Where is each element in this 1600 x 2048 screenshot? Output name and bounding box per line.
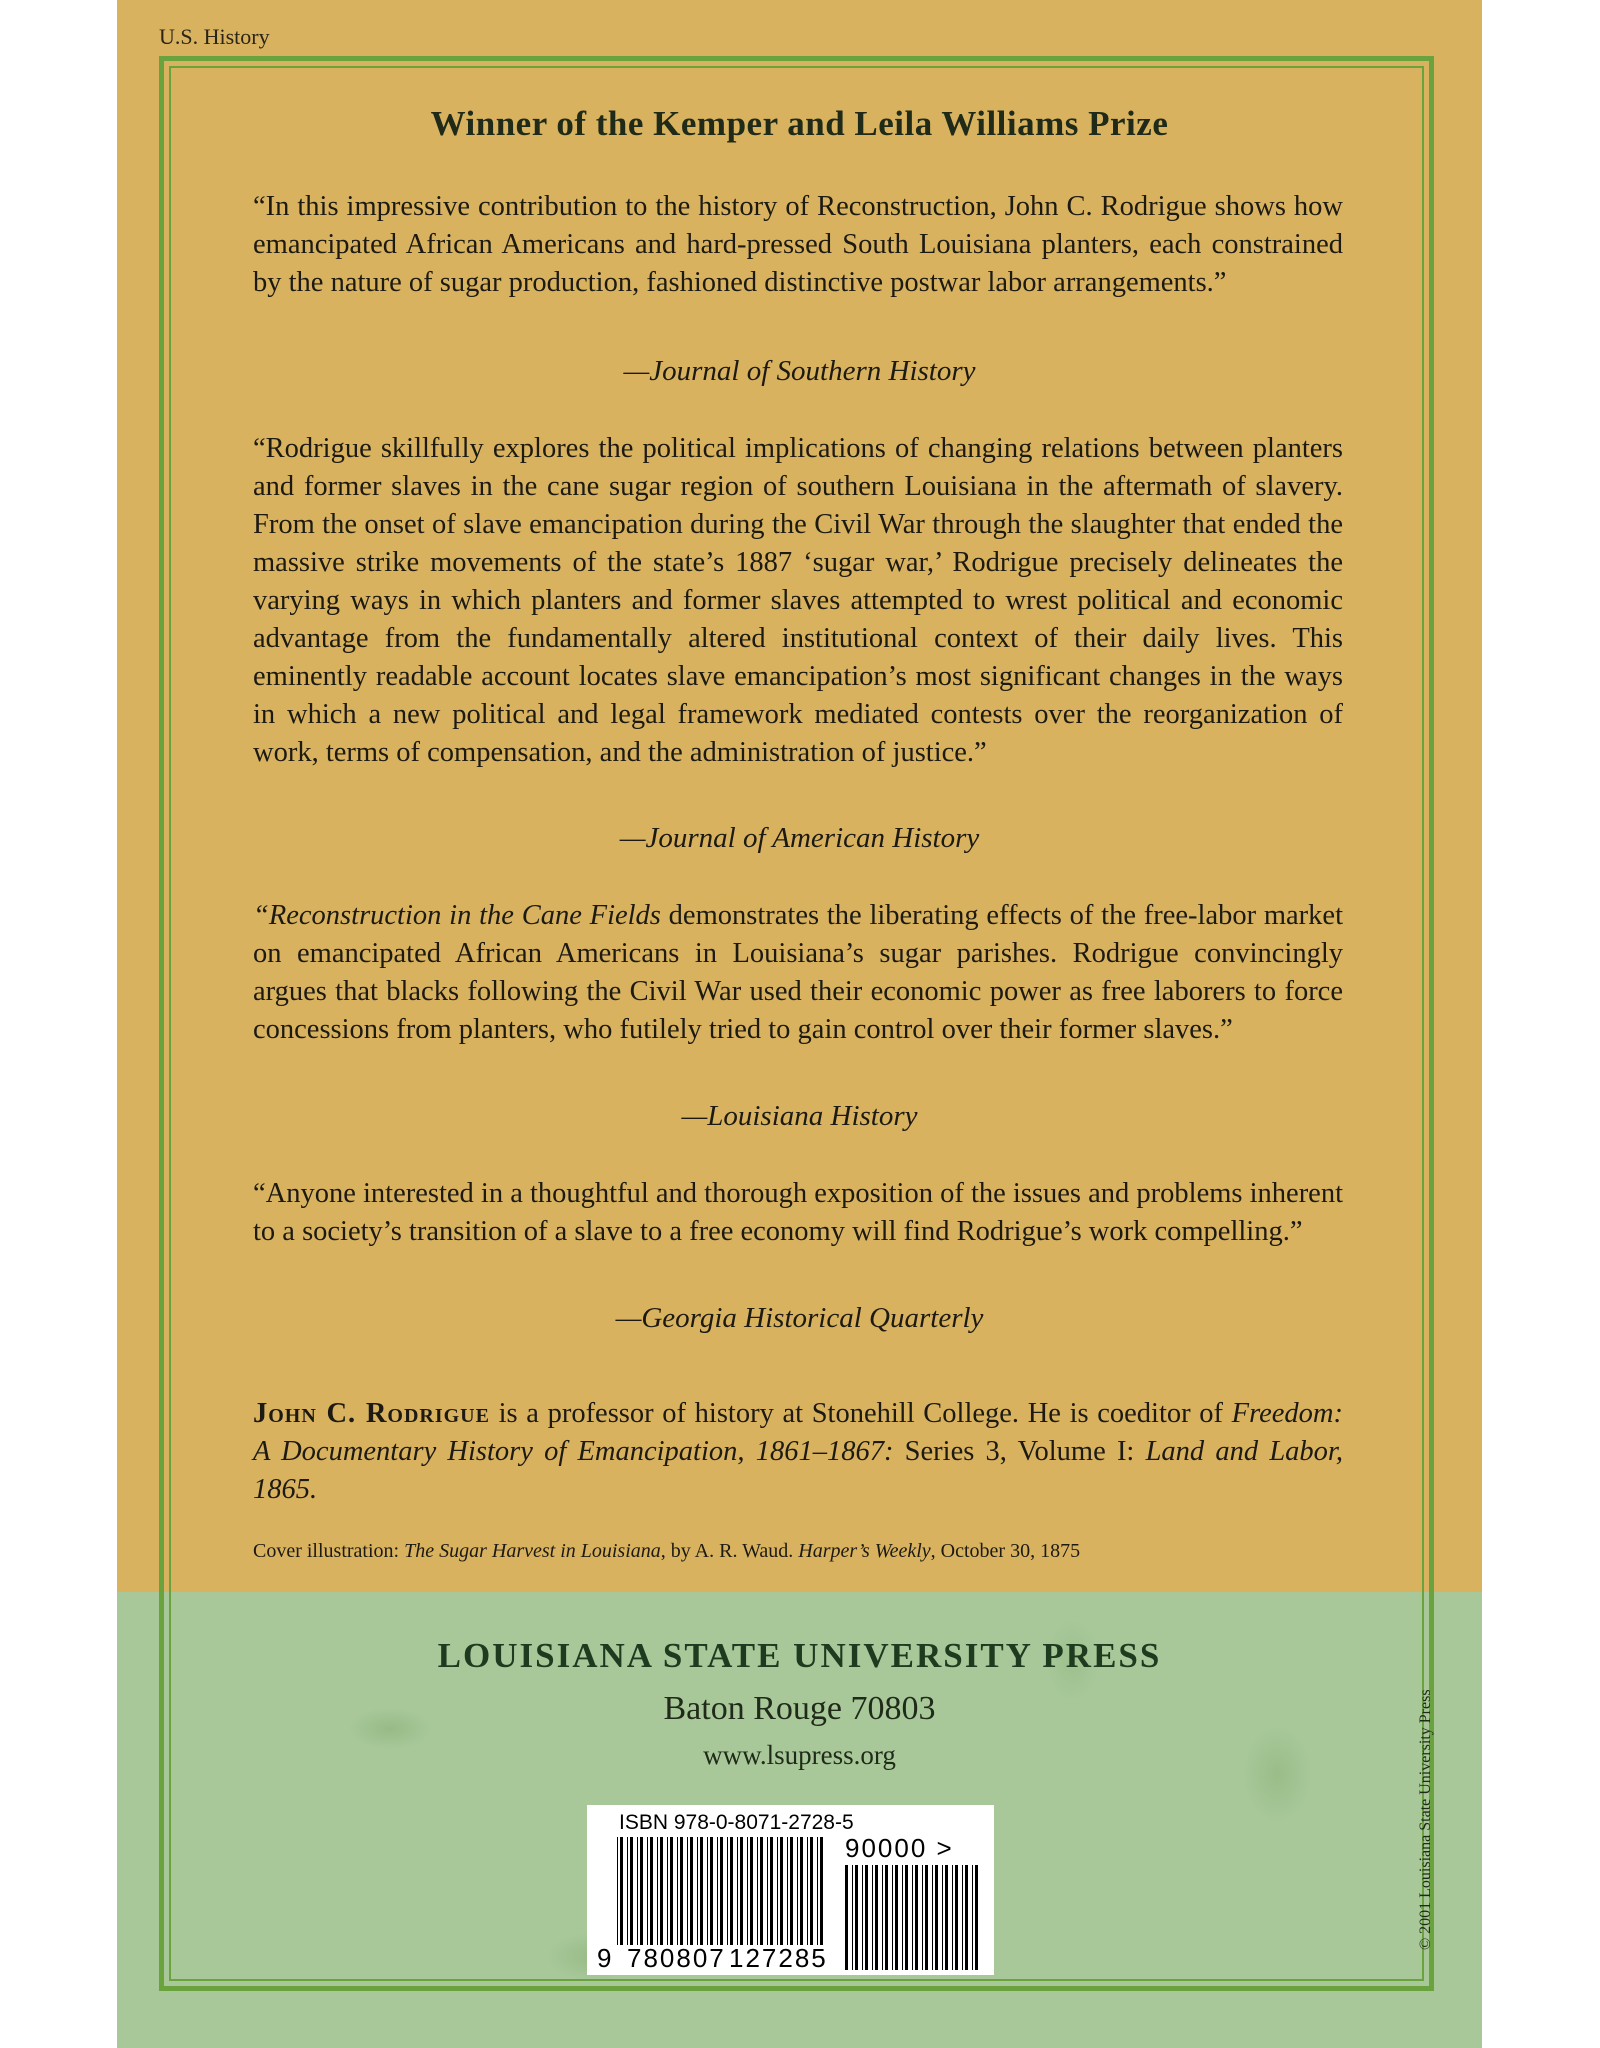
barcode-bar (820, 1837, 823, 1945)
review-quote-4: “Anyone interested in a thoughtful and thorough exposition of the issues and problems inherent to a society’s transition of a slave to a free economy will find Rodrigue’s work compelling.” (253, 1178, 1343, 1247)
barcode-bar (800, 1837, 803, 1945)
barcode-bar (737, 1837, 738, 1945)
book-back-cover (117, 0, 1482, 2048)
barcode-bar (817, 1837, 818, 1945)
barcode-bar (630, 1837, 633, 1945)
barcode-bar (617, 1837, 618, 1945)
barcode-bar (620, 1837, 623, 1945)
barcode-bar (647, 1837, 648, 1945)
barcode-bars-main (617, 1837, 823, 1945)
barcode-bar (720, 1837, 723, 1945)
review-attribution-3: —Louisiana History (681, 1100, 918, 1132)
barcode-bar (852, 1865, 853, 1970)
prize-title: Winner of the Kemper and Leila Williams Prize (430, 104, 1169, 143)
barcode-bar (945, 1865, 948, 1970)
barcode-bar (687, 1837, 688, 1945)
barcode-bar (925, 1865, 928, 1970)
barcode-bar (710, 1837, 713, 1945)
barcode-bar (955, 1865, 958, 1970)
barcode-bar (740, 1837, 743, 1945)
author-book-title: Freedom: A Documentary History of Emancipation, 1861–1867: (253, 1398, 1343, 1467)
barcode-bar (875, 1865, 878, 1970)
category-label: U.S. History (159, 24, 270, 49)
barcode-bar (730, 1837, 733, 1945)
barcode-bar (932, 1865, 933, 1970)
barcode-bars-addon (845, 1865, 978, 1970)
barcode-digits-left: 780807 (627, 1943, 726, 1973)
barcode-bar (972, 1865, 973, 1970)
review-quote-1: “In this impressive contribution to the history of Reconstruction, John C. Rodrigue shows how emancipated African Americans and hard-pressed South Louisiana planters, each constrained by the nature of sugar production, fashioned distinctive postwar labor arrangements.” (253, 191, 1343, 298)
barcode-bar (627, 1837, 628, 1945)
barcode-bar (855, 1865, 858, 1970)
author-bio (253, 1395, 1343, 1509)
barcode-bar (965, 1865, 968, 1970)
barcode-bar (680, 1837, 683, 1945)
barcode-bar (845, 1865, 848, 1970)
barcode-bar (727, 1837, 728, 1945)
barcode-bar (872, 1865, 873, 1970)
credit-suffix: , October 30, 1875 (930, 1540, 1081, 1562)
barcode-bar (690, 1837, 693, 1945)
barcode-bar (807, 1837, 808, 1945)
barcode-bar (790, 1837, 793, 1945)
publisher-city: Baton Rouge 70803 (663, 1690, 936, 1727)
review-quote-2: “Rodrigue skillfully explores the political implications of changing relations between planters and former slaves in the cane sugar region of southern Louisiana in the aftermath of slavery. From the onset of slave emancipation during the Civil War through the slaughter that ended the massive strike movements of the state’s 1887 ‘sugar war,’ Rodrigue precisely delineates the varying ways in which planters and former slaves attempted to wrest political and economic advantage from the fundamentally altered institutional context of their daily lives. This eminently readable account locates slave emancipation’s most significant changes in the ways in which a new political and legal framework mediated contests over the reorganization of work, terms of compensation, and the administration of justice.” (253, 433, 1343, 768)
publisher-name: LOUISIANA STATE UNIVERSITY PRESS (437, 1636, 1162, 1675)
barcode-bar (892, 1865, 893, 1970)
barcode-bar (922, 1865, 923, 1970)
barcode-bar (760, 1837, 763, 1945)
barcode-bar (787, 1837, 788, 1945)
barcode-bar (905, 1865, 908, 1970)
barcode-bar (780, 1837, 783, 1945)
barcode-bar (660, 1837, 663, 1945)
barcode-bar (777, 1837, 778, 1945)
barcode-bar (697, 1837, 698, 1945)
barcode-bar (885, 1865, 888, 1970)
review-attribution-1: —Journal of Southern History (623, 355, 976, 387)
barcode-bar (667, 1837, 668, 1945)
barcode-digits-right: 127285 (729, 1943, 828, 1973)
cover-illustration-credit (253, 1540, 1080, 1563)
author-volume-title: Land and Labor, 1865. (253, 1436, 1343, 1505)
barcode-bar (767, 1837, 768, 1945)
isbn-barcode (587, 1805, 994, 1975)
barcode-bar (975, 1865, 978, 1970)
credit-middle: , by A. R. Waud. (660, 1540, 799, 1562)
barcode-bar (882, 1865, 883, 1970)
barcode-bar (757, 1837, 758, 1945)
review-quote-3-text: demonstrates the liberating effects of the free-labor market on emancipated African Americans in Louisiana’s sugar parishes. Rodrigue convincingly argues that blacks following the Civil War used their economic power as free laborers to force concessions from planters, who futilely tried to gain control over their former slaves.” (253, 900, 1343, 1045)
barcode-bar (707, 1837, 708, 1945)
review-attribution-4: —Georgia Historical Quarterly (615, 1302, 984, 1334)
barcode-bar (700, 1837, 703, 1945)
barcode-bar (650, 1837, 653, 1945)
barcode-bar (952, 1865, 953, 1970)
barcode-bar (640, 1837, 643, 1945)
barcode-bar (865, 1865, 868, 1970)
barcode-bar (935, 1865, 938, 1970)
credit-publication: Harper’s Weekly (798, 1540, 931, 1562)
barcode-bar (637, 1837, 638, 1945)
barcode-bar (810, 1837, 813, 1945)
barcode-bar (747, 1837, 748, 1945)
author-name: John C. Rodrigue (253, 1398, 490, 1429)
barcode-bar (677, 1837, 678, 1945)
barcode-bar (750, 1837, 753, 1945)
author-bio-text-1: is a professor of history at Stonehill College. He is coeditor of (489, 1398, 1232, 1429)
barcode-bar (962, 1865, 963, 1970)
barcode-bar (770, 1837, 773, 1945)
review-book-title: “Reconstruction in the Cane Fields (253, 900, 661, 931)
barcode-bar (717, 1837, 718, 1945)
barcode-bar (670, 1837, 673, 1945)
author-bio-text-2: Series 3, Volume I: (893, 1436, 1146, 1467)
barcode-bar (902, 1865, 903, 1970)
barcode-bar (912, 1865, 913, 1970)
copyright-notice: © 2001 Louisiana State University Press (1417, 1689, 1434, 1950)
review-attribution-2: —Journal of American History (619, 822, 980, 854)
barcode-addon-digits: 90000 > (845, 1833, 954, 1863)
credit-prefix: Cover illustration: (253, 1540, 405, 1562)
isbn-number: ISBN 978-0-8071-2728-5 (619, 1811, 854, 1834)
credit-illustration-title: The Sugar Harvest in Louisiana (404, 1540, 661, 1562)
barcode-bar (862, 1865, 863, 1970)
barcode-digit-first: 9 (597, 1943, 612, 1973)
barcode-bar (657, 1837, 658, 1945)
barcode-bar (797, 1837, 798, 1945)
publisher-website: www.lsupress.org (703, 1740, 896, 1770)
barcode-bar (895, 1865, 898, 1970)
review-quote-3 (253, 897, 1343, 1049)
barcode-bar (942, 1865, 943, 1970)
barcode-graphic (587, 1805, 994, 1975)
barcode-bar (915, 1865, 918, 1970)
